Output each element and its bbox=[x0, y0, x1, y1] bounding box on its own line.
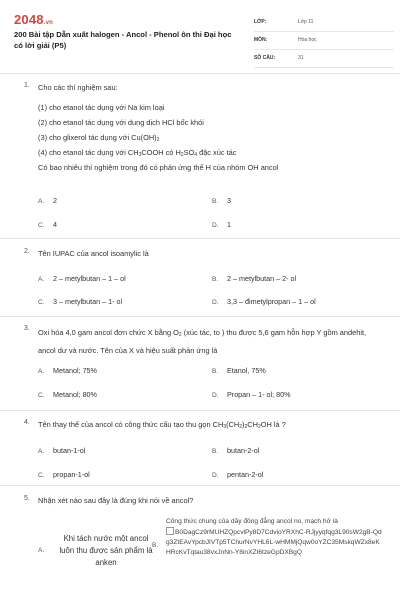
line-text: (4) cho etanol tác dụng với CH bbox=[38, 148, 139, 157]
option-a[interactable] bbox=[38, 366, 97, 375]
option-intro: Công thức chung của dãy đồng đẳng ancol no, mạch hở là bbox=[166, 518, 338, 525]
experiment-line: (1) cho etanol tác dụng với Na kim loại bbox=[38, 103, 165, 112]
text-part: (CH bbox=[226, 420, 240, 429]
option-letter: C. bbox=[38, 222, 45, 229]
question-prompt: Cho các thí nghiệm sau: bbox=[38, 83, 118, 92]
question-text: Nhận xét nào sau đây là đúng khi nói về ancol? bbox=[38, 496, 194, 505]
logo-suffix: .vn bbox=[43, 20, 54, 26]
option-letter: D. bbox=[212, 472, 219, 479]
subscript: 2 bbox=[257, 424, 261, 430]
header bbox=[14, 12, 386, 70]
option-d[interactable] bbox=[212, 470, 263, 479]
meta-row-subject bbox=[254, 32, 394, 50]
meta-value: Lớp 11 bbox=[298, 19, 314, 25]
question-1 bbox=[24, 82, 384, 232]
option-letter: A. bbox=[38, 368, 45, 375]
option-letter: A. bbox=[38, 547, 45, 554]
question-3 bbox=[24, 325, 384, 405]
option-c[interactable] bbox=[38, 470, 90, 479]
experiment-line bbox=[38, 145, 378, 160]
option-text: 2 bbox=[53, 196, 57, 205]
option-letter: B. bbox=[212, 198, 219, 205]
option-letter: A. bbox=[38, 448, 45, 455]
question-number: 4. bbox=[24, 419, 30, 426]
text-part: Oxi hóa 4,0 gam ancol đơn chức X bằng O bbox=[38, 328, 179, 337]
question-number: 5. bbox=[24, 495, 30, 502]
meta-value: 31 bbox=[298, 55, 304, 61]
option-a[interactable] bbox=[38, 446, 85, 455]
option-letter: B. bbox=[212, 276, 219, 283]
option-text bbox=[166, 517, 382, 558]
question-number: 1. bbox=[24, 82, 30, 89]
question-2 bbox=[24, 248, 384, 310]
meta-panel bbox=[254, 14, 394, 68]
option-text: 3,3 – đimetylpropan – 1 – ol bbox=[227, 297, 316, 306]
option-a[interactable] bbox=[38, 274, 126, 283]
question-text: Tên IUPAC của ancol isoamylic là bbox=[38, 249, 149, 258]
option-text: 2 – metylbutan – 1 – ol bbox=[53, 274, 126, 283]
option-text: Propan – 1- ol; 80% bbox=[227, 390, 291, 399]
experiment-line: (2) cho etanol tác dụng với dung dịch HCl bốc khói bbox=[38, 118, 204, 127]
option-text: 3 bbox=[227, 196, 231, 205]
subscript: 4 bbox=[194, 152, 198, 158]
option-text: Metanol; 75% bbox=[53, 366, 97, 375]
line-text: đặc xúc tác bbox=[197, 148, 237, 157]
subscript: 2 bbox=[244, 424, 248, 430]
option-b[interactable] bbox=[212, 366, 266, 375]
question-ask: Có bao nhiêu thí nghiệm trong đó có phản ứng thế H của nhóm OH ancol bbox=[38, 163, 279, 172]
page-title: 200 Bài tập Dẫn xuất halogen - Ancol - Phenol ôn thi Đại học có lời giải (P5) bbox=[14, 30, 232, 50]
logo-text: 2048 bbox=[14, 12, 44, 27]
meta-key: LỚP: bbox=[254, 19, 267, 25]
option-letter: C. bbox=[38, 392, 45, 399]
option-text: Metanol; 80% bbox=[53, 390, 97, 399]
option-letter: A. bbox=[38, 276, 45, 283]
subscript: 2 bbox=[180, 152, 184, 158]
text-part: ) bbox=[242, 420, 245, 429]
option-letter: D. bbox=[212, 222, 219, 229]
option-text: 1 bbox=[227, 220, 231, 229]
line-text: (3) cho glixerol tác dụng với Cu(OH) bbox=[38, 133, 157, 142]
image-alt-text: B0DagCz9rMUHZQpcvlPy8D7CdvioYRXhC-RJjyyqfqg3L90sW2gB-Qdg3ZtEAvYpcbJIVTp5TChurNvYHL6L-wHMMjQqw0oYZC35MskqWZx8eKHRcKvTqtau38vxJnNn-Y8inXZI6tzeGpDXBgQ bbox=[166, 529, 382, 556]
site-logo[interactable] bbox=[14, 12, 53, 27]
line-text: SO bbox=[183, 148, 195, 157]
option-letter: C. bbox=[38, 299, 45, 306]
option-a[interactable] bbox=[38, 196, 57, 205]
text-part: (xúc tác, to ) thu được 5,6 gam hỗn hợp Y gồm andehit, ancol dư và nước. Tên của X và hiệu suất phản ứng là bbox=[38, 328, 367, 355]
broken-image-icon bbox=[166, 527, 174, 535]
option-text: propan-1-ol bbox=[53, 470, 90, 479]
text-part: OH là ? bbox=[260, 420, 286, 429]
question-4 bbox=[24, 419, 384, 481]
broken-image bbox=[166, 527, 382, 558]
meta-row-class bbox=[254, 14, 394, 32]
option-text: butan-1-ol bbox=[53, 446, 86, 455]
divider bbox=[0, 410, 400, 411]
option-text: Khi tách nước một ancol luôn thu được sản phẩm là anken bbox=[59, 534, 153, 567]
option-d[interactable] bbox=[212, 390, 291, 399]
option-text: 4 bbox=[53, 220, 57, 229]
subscript: 3 bbox=[138, 152, 142, 158]
option-letter: C. bbox=[38, 472, 45, 479]
option-letter: D. bbox=[212, 392, 219, 399]
option-text: 3 – metylbutan – 1- ol bbox=[53, 297, 123, 306]
question-text bbox=[38, 325, 378, 358]
option-letter: D. bbox=[212, 299, 219, 306]
subscript: 2 bbox=[156, 137, 160, 143]
subscript: 2 bbox=[239, 424, 243, 430]
subscript: 3 bbox=[223, 424, 227, 430]
option-text: butan-2-ol bbox=[227, 446, 260, 455]
option-c[interactable] bbox=[38, 220, 57, 229]
text-part: CH bbox=[247, 420, 258, 429]
option-letter: B. bbox=[212, 368, 219, 375]
option-b[interactable] bbox=[212, 274, 296, 283]
meta-key: MÔN: bbox=[254, 37, 268, 43]
meta-row-count bbox=[254, 50, 394, 68]
experiment-line bbox=[38, 130, 378, 145]
question-5 bbox=[24, 495, 384, 600]
question-text bbox=[38, 82, 378, 175]
experiment-list bbox=[38, 100, 378, 175]
option-b[interactable] bbox=[212, 196, 231, 205]
option-text: Etanol, 75% bbox=[227, 366, 266, 375]
meta-key: SỐ CÂU: bbox=[254, 55, 276, 61]
option-letter: B. bbox=[152, 542, 159, 549]
divider bbox=[0, 485, 400, 486]
option-text: pentan-2-ol bbox=[227, 470, 264, 479]
divider bbox=[0, 316, 400, 317]
option-text: 2 – metylbutan – 2- ol bbox=[227, 274, 297, 283]
option-c[interactable] bbox=[38, 297, 122, 306]
option-letter: B. bbox=[212, 448, 219, 455]
meta-value: Hóa học bbox=[298, 37, 317, 43]
option-letter: A. bbox=[38, 198, 45, 205]
option-d[interactable] bbox=[212, 297, 316, 306]
option-b[interactable] bbox=[212, 446, 259, 455]
text-part: Tên thay thế của ancol có công thức cấu tạo thu gọn CH bbox=[38, 420, 224, 429]
divider bbox=[0, 238, 400, 239]
question-number: 3. bbox=[24, 325, 30, 332]
question-text bbox=[38, 419, 378, 433]
question-number: 2. bbox=[24, 248, 30, 255]
option-c[interactable] bbox=[38, 390, 97, 399]
line-text: COOH có H bbox=[141, 148, 181, 157]
subscript: 2 bbox=[178, 332, 182, 338]
divider bbox=[0, 73, 400, 74]
option-d[interactable] bbox=[212, 220, 231, 229]
